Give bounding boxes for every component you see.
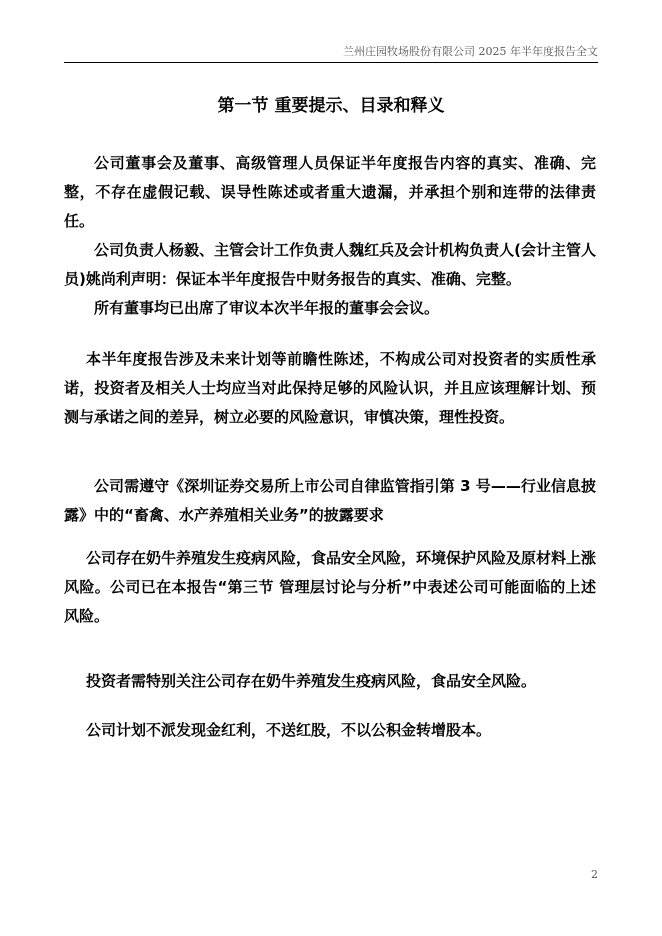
section-title: 第一节 重要提示、目录和释义 [217, 96, 445, 116]
paragraph-directors-attendance: 所有董事均已出席了审议本次半年报的董事会会议。 [94, 299, 440, 317]
paragraph-forward-looking: 本半年度报告涉及未来计划等前瞻性陈述，不构成公司对投资者的实质性承诺，投资者及相关人士均应当对此保持足够的风险认识，并且应该理解计划、预测与承诺之间的差异，树立必要的风险意识，审慎决策，理性投资。 [64, 350, 596, 426]
running-header [64, 44, 598, 63]
paragraph-responsible-persons: 公司负责人杨毅、主管会计工作负责人魏红兵及会计机构负责人(会计主管人员)姚尚利声明：保证本半年度报告中财务报告的真实、准确、完整。 [64, 241, 596, 288]
page-number: 2 [591, 868, 598, 881]
header-title: 兰州庄园牧场股份有限公司 2025 年半年度报告全文 [343, 45, 598, 58]
paragraph-board-guarantee: 公司董事会及董事、高级管理人员保证半年度报告内容的真实、准确、完整，不存在虚假记载、误导性陈述或者重大遗漏，并承担个别和连带的法律责任。 [64, 154, 596, 230]
paragraph-disclosure-guideline: 公司需遵守《深圳证券交易所上市公司自律监管指引第 3 号——行业信息披露》中的“畜禽、水产养殖相关业务”的披露要求 [64, 477, 596, 524]
paragraph-investor-attention: 投资者需特别关注公司存在奶牛养殖发生疫病风险，食品安全风险。 [86, 672, 537, 690]
paragraph-dividend-plan: 公司计划不派发现金红利，不送红股，不以公积金转增股本。 [86, 721, 492, 739]
paragraph-risk-factors: 公司存在奶牛养殖发生疫病风险，食品安全风险，环境保护风险及原材料上涨风险。公司已在本报告“第三节 管理层讨论与分析”中表述公司可能面临的上述风险。 [64, 549, 597, 625]
